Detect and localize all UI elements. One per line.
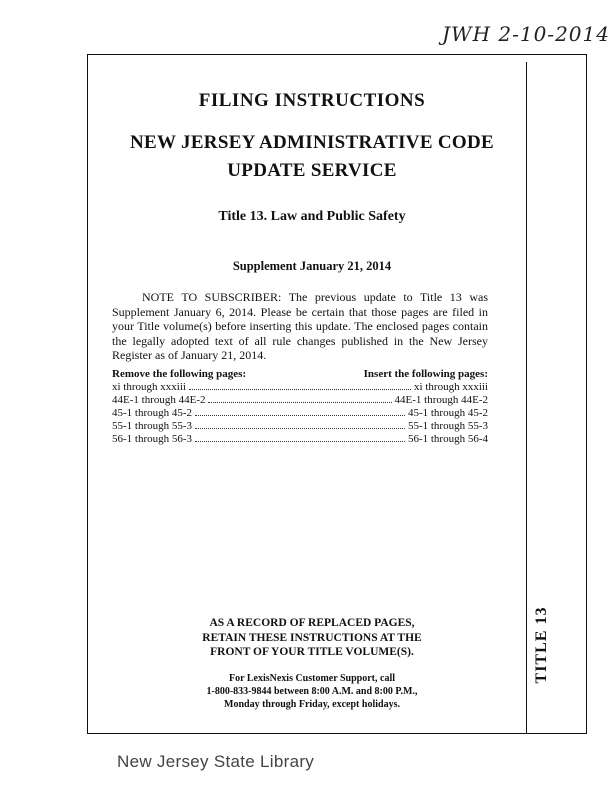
remove-cell: 45-1 through 45-2 [112, 407, 193, 419]
support-line-1: For LexisNexis Customer Support, call [228, 673, 395, 684]
record-line-3: FRONT OF YOUR TITLE VOLUME(S). [210, 646, 414, 658]
insert-header: Insert the following pages: [363, 368, 488, 380]
table-row [112, 407, 488, 420]
record-line-2: RETAIN THESE INSTRUCTIONS AT THE [202, 631, 422, 644]
remove-cell: xi through xxxiii [112, 381, 186, 393]
pages-table [112, 368, 488, 446]
header-block [112, 90, 512, 274]
insert-cell: xi through xxxiii [414, 381, 488, 393]
leader-dots [195, 428, 405, 429]
insert-cell: 56-1 through 56-4 [407, 433, 488, 445]
table-row [112, 420, 488, 433]
remove-cell: 56-1 through 56-3 [112, 433, 193, 445]
note-paragraph: NOTE TO SUBSCRIBER: The previous update to Title 13 was Supplement January 6, 2014. Please be certain that those pages are filed in your Title volume(s) before inserting this update. The enclosed pages contain the legally adopted text of all rule changes published in the New Jersey Register as of January 21, 2014. [112, 290, 488, 362]
table-row [112, 381, 488, 394]
document-subtitle [112, 129, 512, 185]
remove-cell: 44E-1 through 44E-2 [112, 394, 206, 406]
support-line-3: Monday through Friday, except holidays. [224, 699, 400, 710]
insert-cell: 44E-1 through 44E-2 [394, 394, 488, 406]
handwritten-annotation: JWH 2-10-2014 [442, 22, 610, 46]
record-notice [112, 616, 512, 660]
customer-support [112, 672, 512, 711]
insert-cell: 45-1 through 45-2 [407, 407, 488, 419]
supplement-date: Supplement January 21, 2014 [232, 259, 392, 273]
table-row [112, 433, 488, 446]
side-tab-label: TITLE 13 [533, 606, 550, 684]
subtitle-line-1: NEW JERSEY ADMINISTRATIVE CODE [130, 132, 494, 153]
support-line-2: 1-800-833-9844 between 8:00 A.M. and 8:00 P.M., [206, 686, 418, 697]
table-row [112, 394, 488, 407]
leader-dots [189, 389, 411, 390]
title-section: Title 13. Law and Public Safety [218, 209, 406, 224]
leader-dots [195, 415, 405, 416]
document-title: FILING INSTRUCTIONS [198, 90, 426, 111]
remove-cell: 55-1 through 55-3 [112, 420, 193, 432]
library-stamp: New Jersey State Library [117, 752, 315, 771]
remove-header: Remove the following pages: [112, 368, 247, 380]
leader-dots [195, 441, 405, 442]
table-header [112, 368, 488, 381]
leader-dots [208, 402, 391, 403]
insert-cell: 55-1 through 55-3 [407, 420, 488, 432]
subtitle-line-2: UPDATE SERVICE [227, 160, 397, 181]
note-to-subscriber [112, 290, 488, 363]
record-line-1: AS A RECORD OF REPLACED PAGES, [209, 617, 415, 629]
